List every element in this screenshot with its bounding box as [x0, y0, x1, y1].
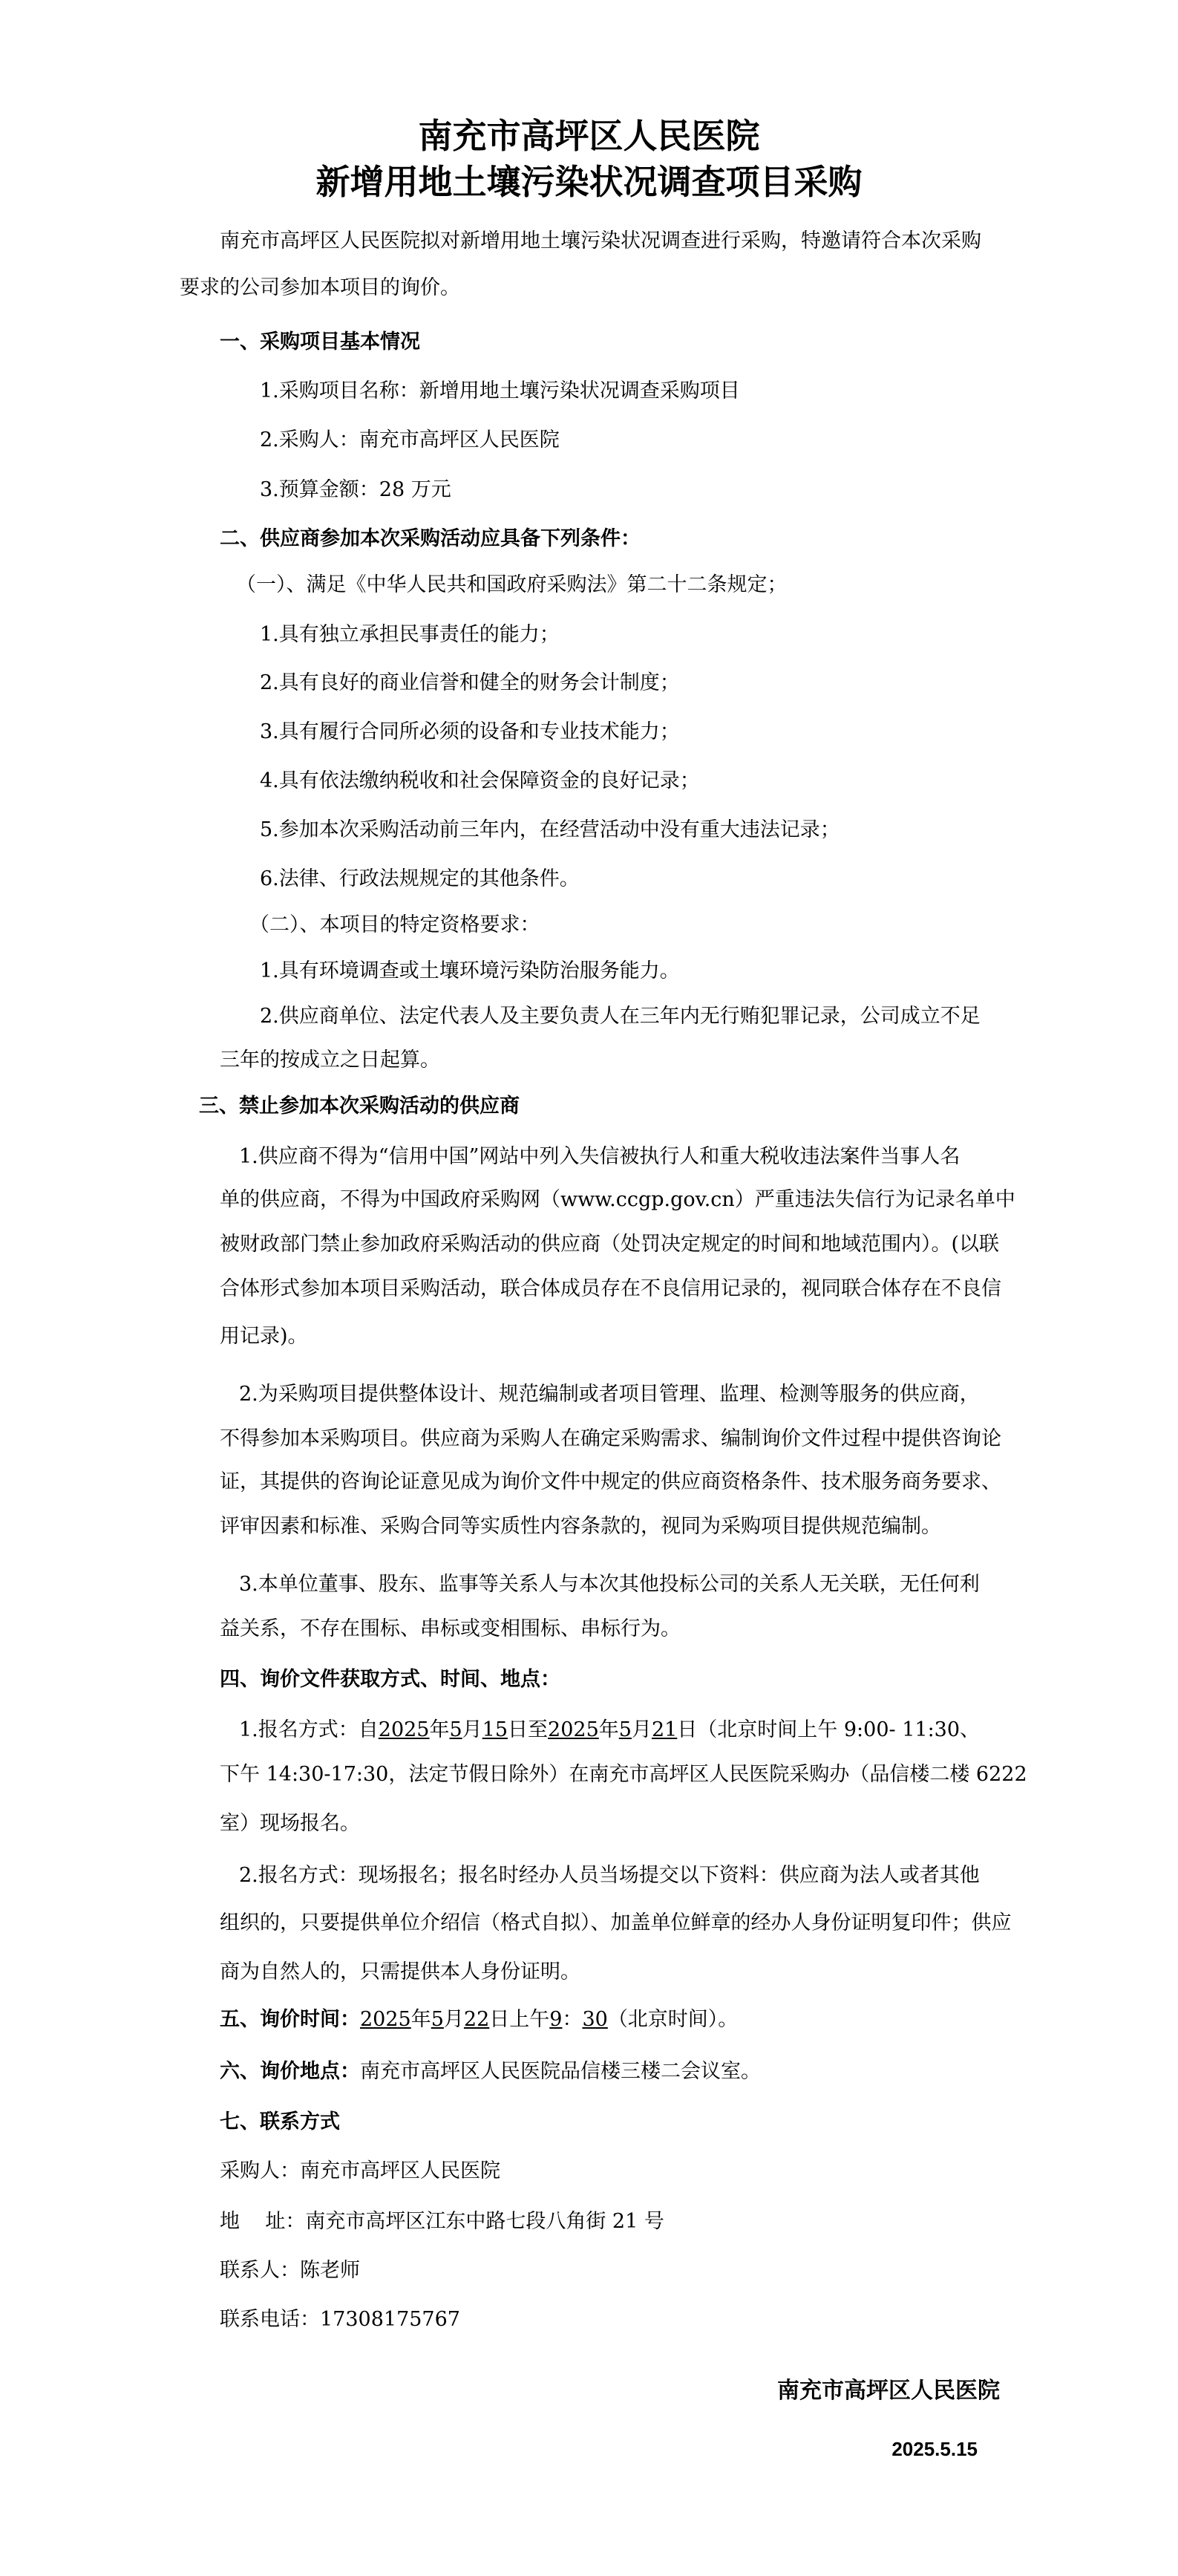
section-1-item: 3.预算金额：28 万元 [260, 478, 451, 501]
text-segment: 月 [462, 1718, 482, 1741]
section-3-p1: 用记录)。 [220, 1325, 308, 1348]
text-segment: 月 [443, 2008, 464, 2031]
inquiry-year: 2025 [360, 2008, 411, 2031]
contact-purchaser: 采购人：南充市高坪区人民医院 [220, 2159, 500, 2182]
intro-line-2: 要求的公司参加本项目的询价。 [180, 276, 460, 299]
section-6-heading: 六、询价地点： [220, 2060, 360, 2083]
signature-organization: 南充市高坪区人民医院 [777, 2378, 1000, 2403]
text-segment: 日 [508, 1718, 529, 1741]
section-4-p1 [239, 1715, 1018, 1745]
section-4-p1: 室）现场报名。 [220, 1812, 360, 1835]
inquiry-hour: 9 [549, 2008, 563, 2031]
section-1-item: 1.采购项目名称：新增用地土壤污染状况调查采购项目 [260, 379, 740, 402]
contact-phone: 联系电话：17308175767 [220, 2308, 460, 2331]
section-3-p1: 合体形式参加本项目采购活动，联合体成员存在不良信用记录的，视同联合体存在不良信 [220, 1277, 1001, 1300]
text-segment: 日 [677, 1718, 698, 1741]
end-year: 2025 [548, 1718, 599, 1741]
text-segment: 年 [598, 1718, 619, 1741]
section-4-p2: 组织的，只要提供单位介绍信（格式自拟）、加盖单位鲜章的经办人身份证明复印件；供应 [220, 1911, 1012, 1934]
section-3-p1: 单的供应商，不得为中国政府采购网（www.ccgp.gov.cn）严重违法失信行为记录名单中 [220, 1188, 1015, 1211]
section-4-p2: 2.报名方式：现场报名；报名时经办人员当场提交以下资料：供应商为法人或者其他 [239, 1864, 980, 1887]
text-segment: 日上午 [489, 2008, 550, 2031]
doc-title-line-2: 新增用地土壤污染状况调查项目采购 [315, 162, 863, 202]
text-segment: （北京时间）。 [607, 2008, 739, 2031]
section-3-p3: 益关系，不存在围标、串标或变相围标、串标行为。 [220, 1617, 681, 1640]
start-day: 15 [482, 1718, 508, 1741]
doc-title-line-1: 南充市高坪区人民医院 [418, 116, 760, 156]
start-month: 5 [449, 1718, 462, 1741]
text-segment: （北京时间上午 9:00- 11:30、 [697, 1718, 981, 1741]
contact-person: 联系人：陈老师 [220, 2259, 360, 2282]
section-2-item: 4.具有依法缴纳税收和社会保障资金的良好记录； [260, 769, 700, 792]
section-3-p2: 不得参加本采购项目。供应商为采购人在确定采购需求、编制询价文件过程中提供咨询论 [220, 1427, 1001, 1450]
text-segment: 年 [429, 1718, 450, 1741]
section-3-p3: 3.本单位董事、股东、监事等关系人与本次其他投标公司的关系人无关联，无任何利 [239, 1573, 980, 1596]
inquiry-month: 5 [431, 2008, 444, 2031]
end-day: 21 [651, 1718, 678, 1741]
section-3-p2: 2.为采购项目提供整体设计、规范编制或者项目管理、监理、检测等服务的供应商， [239, 1383, 980, 1406]
end-month: 5 [618, 1718, 632, 1741]
signature-date: 2025.5.15 [891, 2438, 978, 2460]
section-1-item: 2.采购人：南充市高坪区人民医院 [260, 428, 560, 451]
intro-line-1: 南充市高坪区人民医院拟对新增用地土壤污染状况调查进行采购，特邀请符合本次采购 [220, 229, 981, 252]
section-3-p2: 证，其提供的咨询论证意见成为询价文件中规定的供应商资格条件、技术服务商务要求、 [220, 1470, 1001, 1493]
inquiry-day: 22 [463, 2008, 490, 2031]
section-2-item: 3.具有履行合同所必须的设备和专业技术能力； [260, 720, 680, 743]
section-4-heading: 四、询价文件获取方式、时间、地点： [220, 1668, 560, 1691]
section-2-sub-1: （一）、满足《中华人民共和国政府采购法》第二十二条规定； [236, 573, 788, 596]
section-2-item: 2.供应商单位、法定代表人及主要负责人在三年内无行贿犯罪记录，公司成立不足 [260, 1005, 981, 1028]
section-2-item: 1.具有环境调查或土壤环境污染防治服务能力。 [260, 959, 680, 982]
section-6-line [220, 2057, 999, 2087]
text-segment: ： [562, 2008, 583, 2031]
start-year: 2025 [378, 1718, 430, 1741]
section-3-p2: 评审因素和标准、采购合同等实质性内容条款的，视同为采购项目提供规范编制。 [220, 1515, 941, 1538]
section-3-p1: 被财政部门禁止参加政府采购活动的供应商（处罚决定规定的时间和地域范围内）。(以联 [220, 1233, 1000, 1256]
section-4-p2: 商为自然人的，只需提供本人身份证明。 [220, 1960, 580, 1983]
section-1-heading: 一、采购项目基本情况 [220, 330, 420, 353]
text-segment: 1.报名方式：自 [239, 1718, 379, 1741]
section-5-heading: 五、询价时间： [220, 2008, 360, 2031]
section-2-heading: 二、供应商参加本次采购活动应具备下列条件： [220, 527, 641, 550]
inquiry-location: 南充市高坪区人民医院品信楼三楼二会议室。 [360, 2060, 761, 2083]
section-2-item: 5.参加本次采购活动前三年内，在经营活动中没有重大违法记录； [260, 818, 840, 841]
section-7-heading: 七、联系方式 [220, 2110, 340, 2133]
section-2-item: 6.法律、行政法规规定的其他条件。 [260, 867, 580, 890]
section-4-p1: 下午 14:30-17:30，法定节假日除外）在南充市高坪区人民医院采购办（品信楼二楼 6222 [220, 1763, 1027, 1786]
section-2-item: 1.具有独立承担民事责任的能力； [260, 623, 560, 646]
section-3-p1: 1.供应商不得为“信用中国”网站中列入失信被执行人和重大税收违法案件当事人名 [239, 1145, 961, 1168]
text-segment: 年 [410, 2008, 431, 2031]
inquiry-minute: 30 [582, 2008, 608, 2031]
text-segment: 月 [631, 1718, 652, 1741]
contact-address: 地 址：南充市高坪区江东中路七段八角街 21 号 [220, 2210, 664, 2233]
section-3-heading: 三、禁止参加本次采购活动的供应商 [199, 1095, 520, 1118]
section-5-line [220, 2005, 999, 2035]
text-segment: 至 [528, 1718, 549, 1741]
section-2-item-cont: 三年的按成立之日起算。 [220, 1049, 440, 1072]
section-2-item: 2.具有良好的商业信誉和健全的财务会计制度； [260, 671, 680, 694]
section-2-sub-2: （二）、本项目的特定资格要求： [249, 913, 540, 936]
